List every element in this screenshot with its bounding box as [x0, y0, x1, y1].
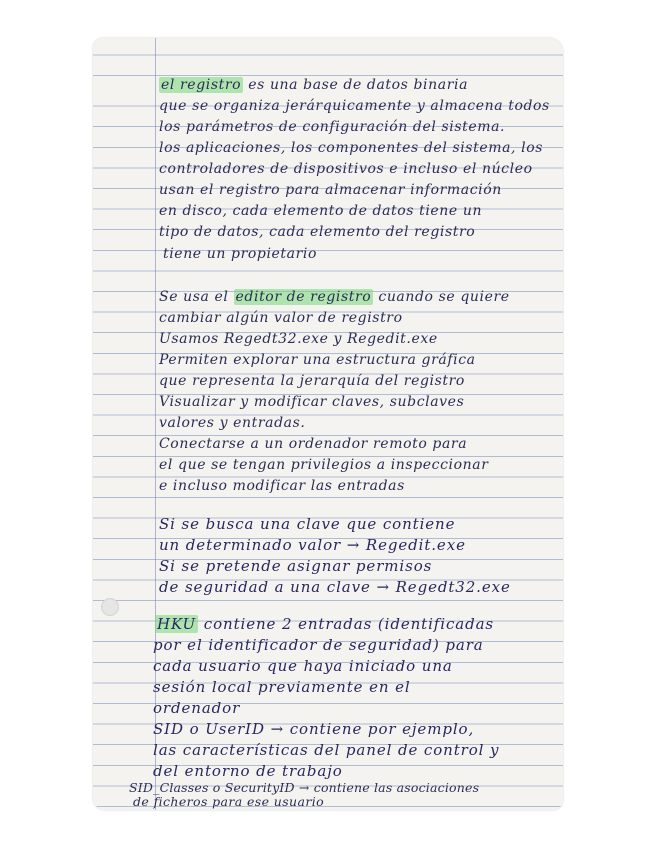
text-line: de seguridad a una clave → Regedt32.exe — [159, 578, 511, 596]
text-line: SID o UserID → contiene por ejemplo, — [153, 720, 475, 738]
text-line — [159, 288, 510, 306]
text-line: el que se tengan privilegios a inspeccionar — [159, 457, 489, 473]
text-line — [159, 76, 468, 94]
text-line: que representa la jerarquía del registro — [159, 373, 465, 389]
text-line: los parámetros de configuración del sistema. — [159, 119, 506, 135]
text-line: usan el registro para almacenar información — [159, 182, 502, 198]
text-line: Usamos Regedt32.exe y Regedit.exe — [159, 331, 438, 347]
text-line: por el identificador de seguridad) para — [153, 636, 484, 654]
text-fragment: contiene 2 entradas (identificadas — [198, 615, 495, 633]
highlight: editor de registro — [235, 289, 372, 305]
text-line: valores y entradas. — [159, 415, 306, 431]
text-line: que se organiza jerárquicamente y almacena todos — [159, 98, 550, 114]
text-line: tipo de datos, cada elemento del registro — [159, 224, 476, 240]
text-line: Permiten explorar una estructura gráfica — [159, 352, 476, 368]
text-line: un determinado valor → Regedit.exe — [159, 536, 466, 554]
text-line: del entorno de trabajo — [153, 762, 343, 780]
text-fragment: Se usa el — [159, 289, 234, 305]
text-line: SID_Classes o SecurityID → contiene las asociaciones — [129, 780, 480, 795]
text-line: de ficheros para ese usuario — [133, 794, 325, 809]
text-line: los aplicaciones, los componentes del sistema, los — [159, 140, 544, 156]
text-line — [155, 615, 494, 633]
text-line: Si se pretende asignar permisos — [159, 557, 433, 575]
text-line: e incluso modificar las entradas — [159, 478, 405, 494]
highlight: el registro — [161, 77, 242, 93]
text-fragment: cuando se quiere — [373, 289, 510, 305]
notebook-page — [93, 38, 563, 810]
text-line: sesión local previamente en el — [153, 678, 411, 696]
text-line: las características del panel de control y — [153, 741, 500, 759]
text-line: cambiar algún valor de registro — [159, 310, 403, 326]
text-line: ordenador — [153, 699, 241, 717]
text-line: Conectarse a un ordenador remoto para — [159, 436, 468, 452]
text-line: cada usuario que haya iniciado una — [153, 657, 453, 675]
text-line: tiene un propietario — [163, 246, 318, 262]
punch-hole — [101, 598, 119, 616]
text-line: Visualizar y modificar claves, subclaves — [159, 394, 465, 410]
text-fragment: es una base de datos binaria — [243, 77, 469, 93]
text-line: controladores de dispositivos e incluso el núcleo — [159, 161, 533, 177]
text-line: Si se busca una clave que contiene — [159, 515, 456, 533]
text-line: en disco, cada elemento de datos tiene un — [159, 203, 483, 219]
highlight: HKU — [157, 615, 197, 633]
